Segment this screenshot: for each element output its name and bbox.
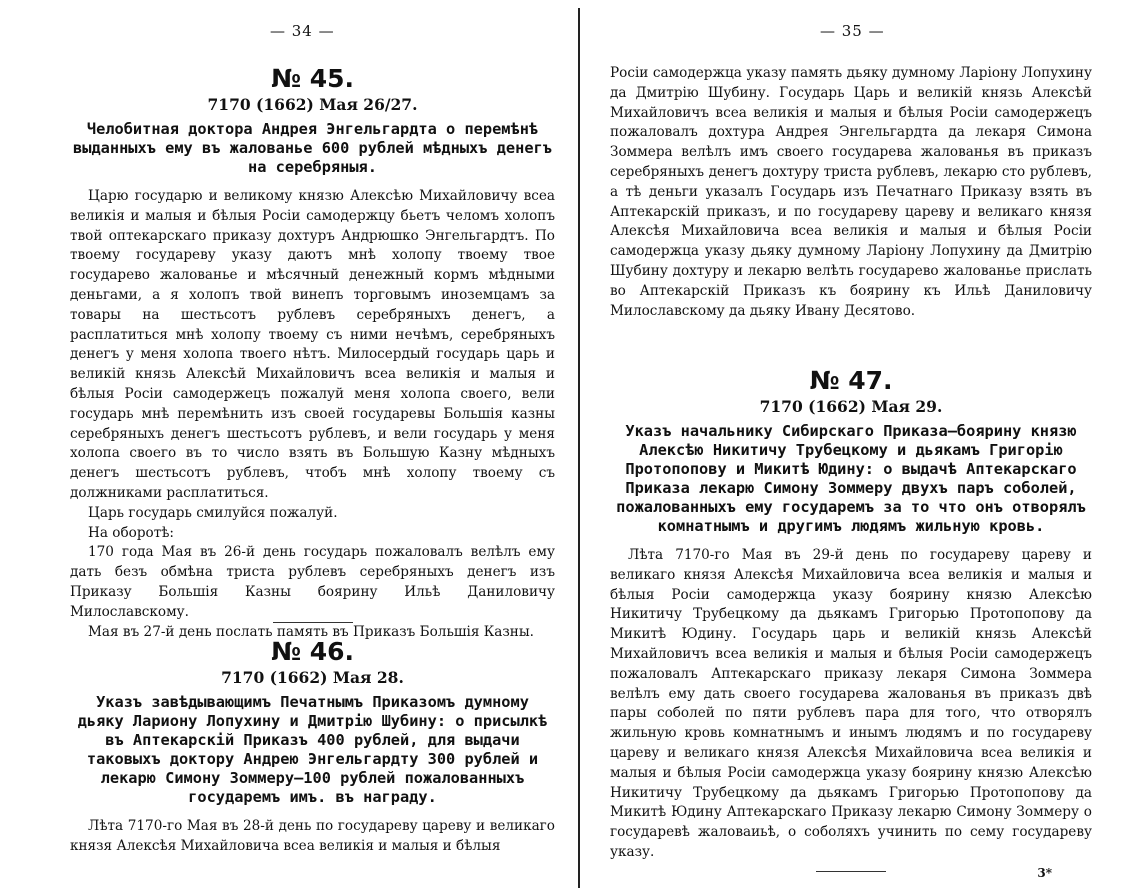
document-title: Челобитная доктора Андрея Энгельгардта о перемѣнѣ выданныхъ ему въ жалованье 600 рублей мѣдныхъ денегъ на серебряныя. — [73, 120, 552, 176]
document-body — [610, 546, 1092, 863]
document-46 — [70, 622, 555, 857]
reverse-label: На оборотѣ: — [88, 524, 175, 541]
page-number: — 35 — — [820, 22, 885, 40]
document-number: № 47. — [809, 366, 893, 395]
page-number: — 34 — — [270, 22, 335, 40]
continued-text: Росіи самодержца указу память дьяку думному Ларіону Лопухину да Дмитрію Шубину. Государь Царь и великій князь Алексѣй Михайловичъ всеа великія и малыя и бѣлыя Росіи самодержецъ пожаловалъ дохтура Андрея Энгельгардта да лекаря Симона Зоммера велѣлъ имъ своего государева жалованья въ приказъ серебряныхъ денегъ дохтуру триста рублевъ, лекарю сто рублевъ, а тѣ деньги указалъ Государь изъ Печатнаго Приказу взять въ Аптекарскій приказъ, и по государеву цареву и великаго князя Алексѣя Михайловича всеа великія и малыя и бѣлыя Росіи самодержца указу дьяку думному Ларіону Лопухину да Дмитрію Шубину дохтуру и лекарю велѣть государево жалованье прислать во Аптекарскій Приказъ къ боярину къ Ильѣ Даниловичу Милославскому да дьяку Ивану Десятово. — [610, 65, 1092, 319]
resolution-text: Царь государь смилуйся пожалуй. — [88, 504, 338, 521]
document-body — [70, 817, 555, 857]
decree-text: Лѣта 7170-го Мая въ 28-й день по государеву цареву и великаго князя Алексѣя Михайловича всеа великія и малыя и бѣлыя — [70, 818, 555, 854]
book-spine — [578, 8, 580, 888]
document-date: 7170 (1662) Мая 26/27. — [207, 95, 418, 114]
petition-text: Царю государю и великому князю Алексѣю Михайловичу всеа великія и малыя и бѣлыя Росіи самодержцу бьетъ челомъ холопъ твой оптекарскаго приказу дохтуръ Андрюшко Энгельгардтъ. По твоему государеву указу даютъ мнѣ холопу твоему твое государево жалованье и мѣсячный денежный кормъ мѣдными деньгами, а я холопъ твой винепъ торговымъ иноземцамъ за товары на шестьсотъ рублевъ серебряныхъ денегъ, а расплатиться мнѣ холопу твоему съ ними нечѣмъ, серебряныхъ денегъ у меня холопа твоего нѣтъ. Милосердый государь царь и великій князь Алексѣй Михайловичъ всеа великія и малыя и бѣлыя Росіи самодержецъ пожалуй меня холопа своего, вели государь мнѣ перемѣнить изъ своей государевы Большія казны серебряныхъ денегъ шестьсотъ рублевъ, и вели государь у меня холопа своего въ то число взять въ Большую Казну мѣдныхъ денегъ шестьсотъ рублевъ, чтобъ мнѣ холопу твоему съ должниками расплатиться. — [70, 188, 555, 501]
section-divider — [816, 871, 886, 872]
signature-mark: 3* — [1037, 866, 1052, 880]
reverse-text: 170 года Мая въ 26-й день государь пожаловалъ велѣлъ ему дать безъ обмѣна триста рублевъ серебряныхъ денегъ изъ Приказу Большія Казны боярину Ильѣ Даниловичу Милославскому. — [70, 544, 555, 620]
left-page — [70, 0, 555, 896]
right-page — [610, 0, 1092, 896]
document-title: Указъ начальнику Сибирскаго Приказа—боярину князю Алексѣю Никитичу Трубецкому и дьякамъ Григорію Протопопову и Микитѣ Юдину: о выдачѣ Аптекарскаго Приказа лекарю Симону Зоммеру двухъ паръ соболей, пожалованныхъ ему государемъ за то что онъ отворялъ комнатнымъ и другимъ людямъ жильную кровь. — [616, 422, 1086, 535]
document-number: № 46. — [270, 637, 355, 666]
document-47 — [610, 366, 1092, 872]
document-title: Указъ завѣдывающимъ Печатнымъ Приказомъ думному дьяку Лариону Лопухину и Дмитрію Шубину: о присылкѣ въ Аптекарскій Приказъ 400 рублей, для выдачи таковыхъ доктору Андрею Энгельгардту 300 рублей и лекарю Симону Зоммеру—100 рублей пожалованныхъ государемъ имъ. въ награду. — [77, 693, 548, 806]
document-46-continued — [610, 64, 1092, 321]
document-number: № 45. — [270, 64, 355, 93]
decree-text: Лѣта 7170-го Мая въ 29-й день по государеву цареву и великаго князя Алексѣя Михайловича всеа великія и малыя и бѣлыя Росіи самодержца указу боярину князю Алексѣю Никитичу Трубецкому да дьякамъ Григорью Протопопову да Микитѣ Юдину. Государь царь и великій князь Алексѣй Михайловичъ всеа великія и малыя и бѣлыя Росіи самодержецъ пожаловалъ Аптекарскаго приказу лекаря Симона Зоммера велѣлъ ему дать своего государева жалованья въ приказъ двѣ пары соболей по пяти рублевъ пара для того, что отворялъ жильную кровь комнатнымъ и инымъ людямъ и по государеву цареву и великаго князя Алексѣя Михайловича всеа великія и малыя и бѣлыя Росіи самодержца указу боярину князю Алексѣю Никитичу Трубецкому да дьякамъ Григорью Протопопову да Микитѣ Юдину Аптекарскаго Приказу лекарю Симону Зоммеру о государевѣ жаловаиьѣ, о соболяхъ учинить по сему государеву указу. — [610, 547, 1092, 860]
document-45 — [70, 64, 555, 642]
document-date: 7170 (1662) Мая 29. — [759, 397, 943, 416]
closing-text: Мая въ 27-й день послать память въ Приказъ Большія Казны. — [88, 623, 534, 640]
section-divider — [273, 622, 353, 623]
document-body — [70, 187, 555, 642]
document-date: 7170 (1662) Мая 28. — [221, 668, 404, 687]
